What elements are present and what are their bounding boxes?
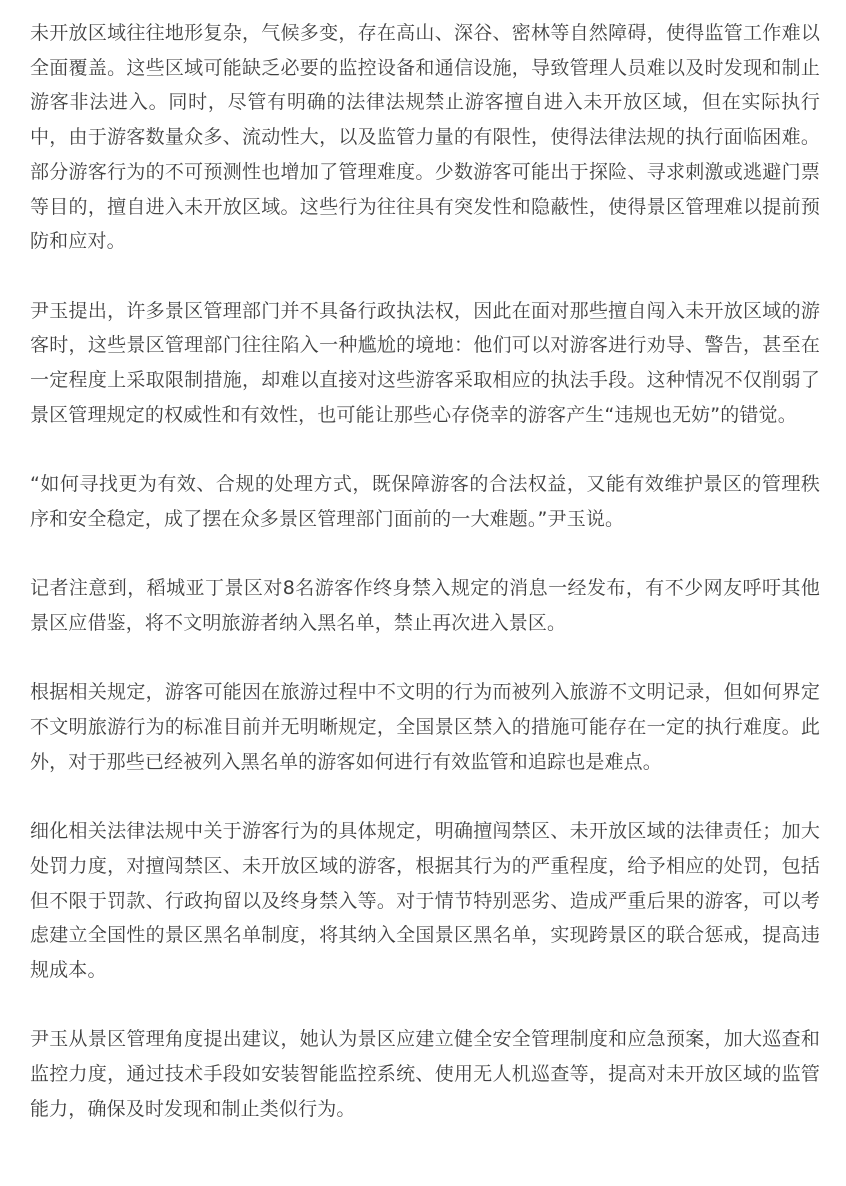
article-body — [30, 16, 820, 1126]
article-paragraph-7: 尹玉从景区管理角度提出建议，她认为景区应建立健全安全管理制度和应急预案，加大巡查和监控力度，通过技术手段如安装智能监控系统、使用无人机巡查等，提高对未开放区域的监管能力，确保及时发现和制止类似行为。 — [30, 1028, 820, 1120]
article-paragraph-5: 根据相关规定，游客可能因在旅游过程中不文明的行为而被列入旅游不文明记录，但如何界定不文明旅游行为的标准目前并无明晰规定，全国景区禁入的措施可能存在一定的执行难度。此外，对于那些已经被列入黑名单的游客如何进行有效监管和追踪也是难点。 — [30, 681, 820, 773]
article-paragraph-1: 未开放区域往往地形复杂，气候多变，存在高山、深谷、密林等自然障碍，使得监管工作难以全面覆盖。这些区域可能缺乏必要的监控设备和通信设施，导致管理人员难以及时发现和制止游客非法进入。同时，尽管有明确的法律法规禁止游客擅自进入未开放区域，但在实际执行中，由于游客数量众多、流动性大，以及监管力量的有限性，使得法律法规的执行面临困难。部分游客行为的不可预测性也增加了管理难度。少数游客可能出于探险、寻求刺激或逃避门票等目的，擅自进入未开放区域。这些行为往往具有突发性和隐蔽性，使得景区管理难以提前预防和应对。 — [30, 22, 820, 253]
article-paragraph-2: 尹玉提出，许多景区管理部门并不具备行政执法权，因此在面对那些擅自闯入未开放区域的游客时，这些景区管理部门往往陷入一种尴尬的境地：他们可以对游客进行劝导、警告，甚至在一定程度上采取限制措施，却难以直接对这些游客采取相应的执法手段。这种情况不仅削弱了景区管理规定的权威性和有效性，也可能让那些心存侥幸的游客产生“违规也无妨”的错觉。 — [30, 299, 820, 426]
article-paragraph-4: 记者注意到，稻城亚丁景区对8名游客作终身禁入规定的消息一经发布，有不少网友呼吁其他景区应借鉴，将不文明旅游者纳入黑名单，禁止再次进入景区。 — [30, 577, 820, 634]
article-paragraph-3: “如何寻找更为有效、合规的处理方式，既保障游客的合法权益，又能有效维护景区的管理秩序和安全稳定，成了摆在众多景区管理部门面前的一大难题。”尹玉说。 — [30, 473, 820, 530]
article-paragraph-6: 细化相关法律法规中关于游客行为的具体规定，明确擅闯禁区、未开放区域的法律责任；加大处罚力度，对擅闯禁区、未开放区域的游客，根据其行为的严重程度，给予相应的处罚，包括但不限于罚款、行政拘留以及终身禁入等。对于情节特别恶劣、造成严重后果的游客，可以考虑建立全国性的景区黑名单制度，将其纳入全国景区黑名单，实现跨景区的联合惩戒，提高违规成本。 — [30, 820, 820, 981]
